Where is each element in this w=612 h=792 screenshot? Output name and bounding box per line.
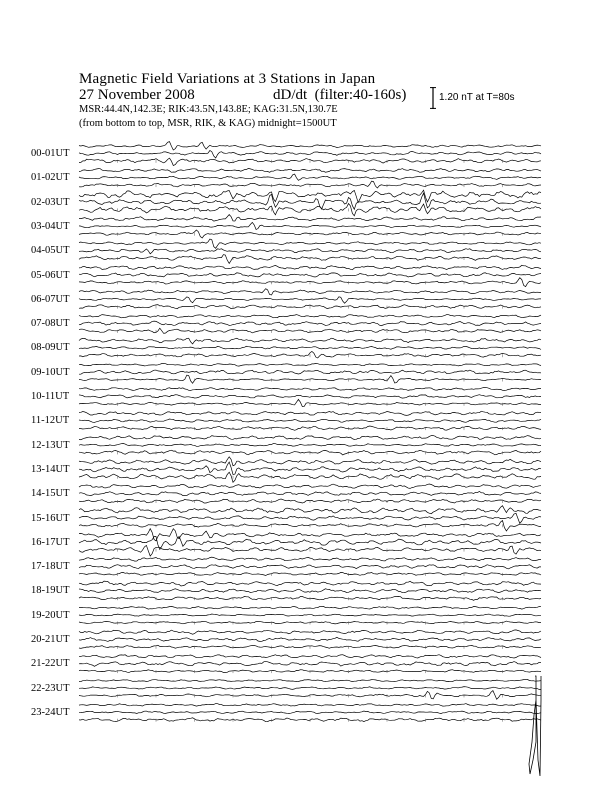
hour-label-15-16ut: 15-16UT (31, 512, 70, 524)
quantity-label: dD/dt (273, 87, 308, 103)
trace-14-15ut-kag (79, 484, 541, 488)
hour-label-11-12ut: 11-12UT (31, 415, 70, 427)
hour-label-03-04ut: 03-04UT (31, 220, 70, 232)
trace-19-20ut-kag (79, 606, 541, 609)
station-coordinates: MSR:44.4N,142.3E; RIK:43.5N,143.8E; KAG:31.5N,130.7E (79, 104, 338, 115)
trace-03-04ut-kag (79, 215, 541, 222)
trace-10-11ut-rik (79, 395, 541, 398)
hour-label-22-23ut: 22-23UT (31, 682, 70, 694)
hour-label-13-14ut: 13-14UT (31, 463, 70, 475)
trace-21-22ut-kag (79, 655, 541, 658)
trace-00-01ut-rik (79, 151, 541, 159)
trace-23-24ut-kag (79, 704, 541, 707)
hour-label-16-17ut: 16-17UT (31, 536, 70, 548)
trace-07-08ut-kag (79, 315, 541, 318)
trace-06-07ut-rik (79, 297, 541, 303)
hour-label-01-02ut: 01-02UT (31, 172, 70, 184)
scale-label: 1.20 nT at T=80s (439, 92, 515, 103)
trace-15-16ut-kag (79, 506, 541, 514)
trace-04-05ut-kag (79, 239, 541, 248)
trace-12-13ut-kag (79, 436, 541, 440)
hour-label-04-05ut: 04-05UT (31, 245, 70, 257)
hour-label-19-20ut: 19-20UT (31, 609, 70, 621)
trace-21-22ut-rik (79, 661, 541, 666)
trace-06-07ut-kag (79, 289, 541, 295)
trace-22-23ut-rik (79, 687, 541, 690)
trace-03-04ut-rik (79, 222, 541, 229)
trace-05-06ut-kag (79, 265, 541, 270)
hour-label-14-15ut: 14-15UT (31, 488, 70, 500)
trace-17-18ut-rik (79, 565, 541, 569)
trace-08-09ut-kag (79, 338, 541, 344)
trace-19-20ut-rik (79, 614, 541, 616)
trace-20-21ut-rik (79, 637, 541, 641)
hour-label-10-11ut: 10-11UT (31, 391, 70, 402)
hour-label-12-13ut: 12-13UT (31, 439, 70, 451)
hour-label-08-09ut: 08-09UT (31, 342, 70, 354)
trace-20-21ut-kag (79, 630, 541, 634)
hour-label-05-06ut: 05-06UT (31, 269, 70, 281)
hour-label-09-10ut: 09-10UT (31, 366, 70, 378)
hour-label-17-18ut: 17-18UT (31, 561, 70, 573)
trace-10-11ut-kag (79, 388, 541, 391)
trace-16-17ut-kag (79, 529, 541, 541)
trace-01-02ut-rik (79, 174, 541, 180)
trace-13-14ut-kag (79, 457, 541, 466)
hour-label-07-08ut: 07-08UT (31, 318, 70, 330)
trace-18-19ut-rik (79, 589, 541, 593)
trace-13-14ut-rik (79, 462, 541, 475)
hour-label-02-03ut: 02-03UT (31, 196, 70, 208)
trace-11-12ut-kag (79, 411, 541, 415)
hour-label-06-07ut: 06-07UT (31, 293, 70, 305)
trace-09-10ut-rik (79, 370, 541, 374)
trace-04-05ut-rik (79, 249, 541, 254)
trace-14-15ut-rik (79, 491, 541, 495)
trace-05-06ut-rik (79, 273, 541, 277)
hour-label-00-01ut: 00-01UT (31, 148, 70, 159)
trace-23-24ut-rik (79, 711, 541, 714)
hour-label-20-21ut: 20-21UT (31, 634, 70, 645)
trace-15-16ut-rik (79, 513, 541, 523)
filter-label: (filter:40-160s) (314, 87, 407, 103)
trace-order-note: (from bottom to top, MSR, RIK, & KAG) midnight=1500UT (79, 118, 337, 129)
trace-22-23ut-kag (79, 679, 541, 681)
trace-01-02ut-kag (79, 168, 541, 172)
trace-08-09ut-rik (79, 346, 541, 349)
chart-title: Magnetic Field Variations at 3 Stations in Japan (79, 71, 376, 87)
hour-label-23-24ut: 23-24UT (31, 706, 70, 718)
trace-11-12ut-rik (79, 419, 541, 422)
trace-17-18ut-kag (79, 557, 541, 561)
trace-18-19ut-kag (79, 581, 541, 586)
trace-00-01ut-kag (79, 142, 541, 150)
trace-09-10ut-kag (79, 363, 541, 366)
trace-07-08ut-rik (79, 321, 541, 326)
trace-23-24ut-large-excursion (529, 676, 541, 776)
hour-label-21-22ut: 21-22UT (31, 658, 70, 670)
hour-label-18-19ut: 18-19UT (31, 585, 70, 597)
chart-date: 27 November 2008 (79, 87, 195, 103)
trace-12-13ut-rik (79, 444, 541, 447)
